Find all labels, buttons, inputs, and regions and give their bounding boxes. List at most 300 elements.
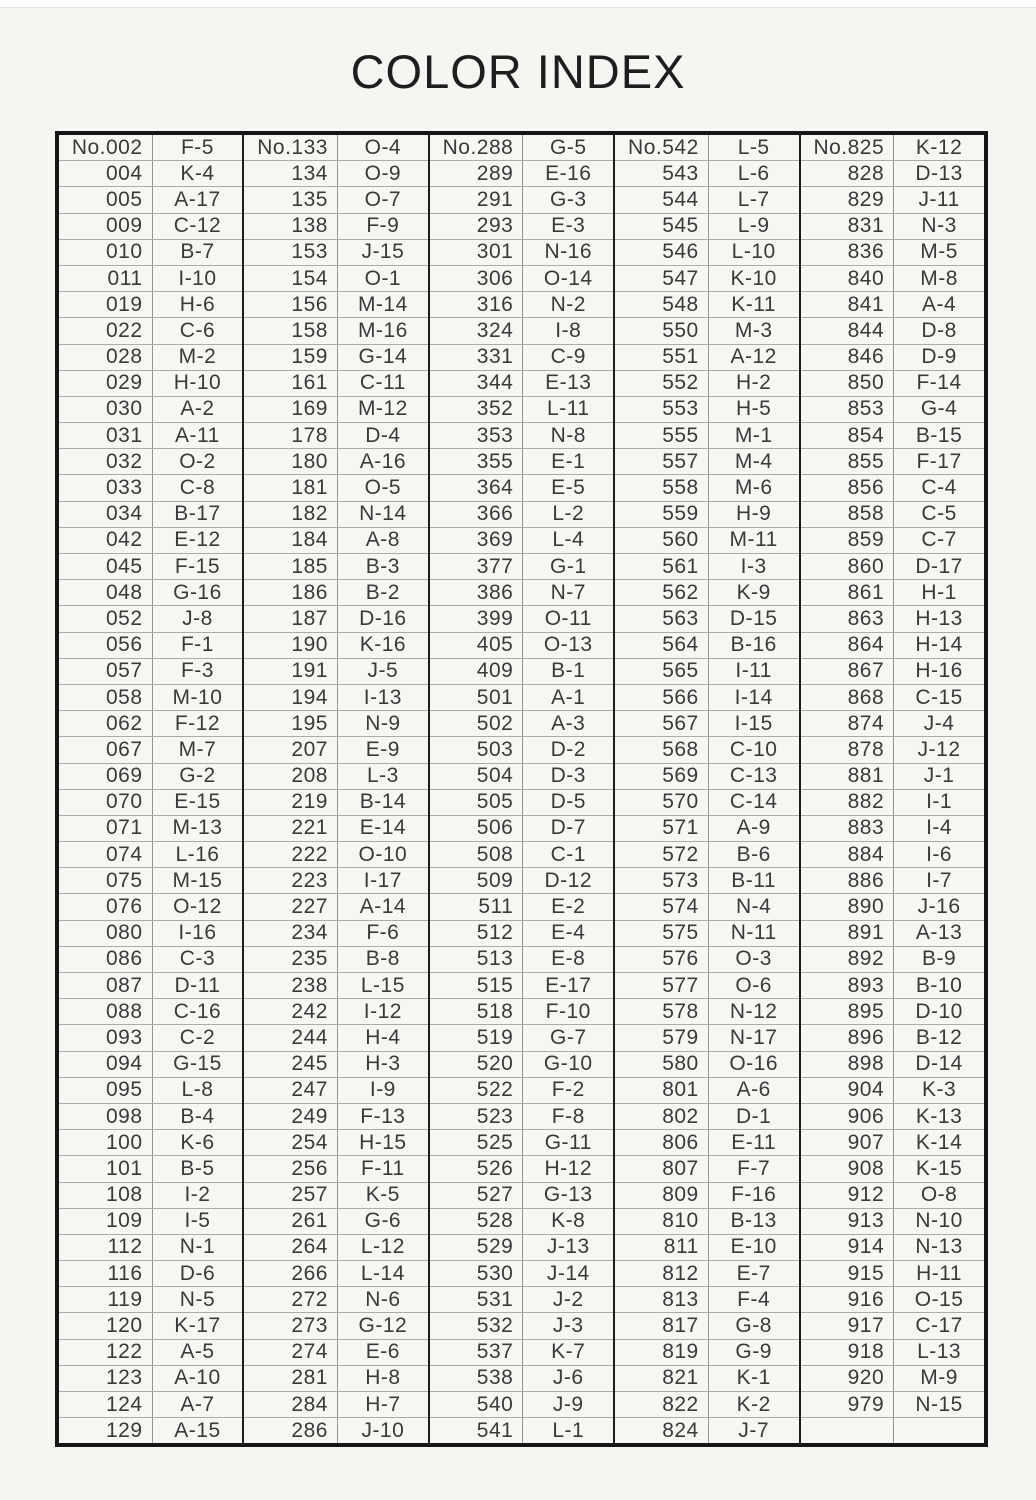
color-code-cell: E-8 — [551, 947, 586, 971]
color-number-cell: 293 — [430, 214, 524, 239]
table-row — [59, 710, 242, 736]
table-row — [801, 1339, 984, 1365]
table-row — [59, 1103, 242, 1129]
color-number-cell: 878 — [801, 737, 895, 762]
color-code-cell: C-14 — [729, 790, 778, 814]
color-number-cell: 503 — [430, 737, 524, 762]
table-row — [244, 422, 427, 448]
table-row — [430, 841, 613, 867]
color-code-cell: G-1 — [550, 554, 587, 578]
table-row — [615, 527, 798, 553]
color-code-cell: L-5 — [737, 135, 770, 159]
table-row — [59, 789, 242, 815]
color-number-cell: 836 — [801, 240, 895, 265]
color-number-cell: 153 — [244, 240, 338, 265]
color-number-cell: 573 — [615, 868, 709, 893]
color-code-cell: A-13 — [915, 921, 963, 945]
color-number-cell: 920 — [801, 1366, 895, 1391]
color-number-cell: 353 — [430, 423, 524, 448]
color-code-cell: O-6 — [735, 973, 772, 997]
table-row — [244, 448, 427, 474]
color-code-cell: H-1 — [921, 580, 957, 604]
color-code-cell: L-13 — [917, 1340, 962, 1364]
color-code-cell: K-13 — [915, 1104, 963, 1128]
color-code-cell: K-2 — [736, 1392, 771, 1416]
color-number-cell: 031 — [59, 423, 153, 448]
color-code-cell: N-4 — [736, 895, 772, 919]
color-number-cell: 062 — [59, 711, 153, 736]
color-number-cell: 324 — [430, 318, 524, 343]
color-code-cell: N-9 — [365, 711, 401, 735]
color-code-cell: N-1 — [179, 1235, 216, 1259]
table-row — [801, 815, 984, 841]
table-row — [59, 867, 242, 893]
table-row — [801, 789, 984, 815]
color-code-cell: I-16 — [178, 921, 217, 945]
color-code-cell: F-17 — [916, 449, 962, 473]
table-row — [615, 867, 798, 893]
color-code-cell: F-3 — [180, 659, 214, 683]
color-code-cell: B-5 — [180, 1156, 215, 1180]
color-number-cell: 134 — [244, 161, 338, 186]
color-number-cell: 010 — [59, 240, 153, 265]
color-code-cell: D-2 — [550, 737, 586, 761]
color-code-cell: K-15 — [915, 1156, 963, 1180]
color-code-cell: F-7 — [737, 1156, 771, 1180]
color-number-cell: 575 — [615, 921, 709, 946]
color-code-cell: J-9 — [552, 1392, 584, 1416]
color-number-cell: 101 — [59, 1156, 153, 1181]
color-code-cell: M-5 — [920, 240, 958, 264]
color-number-cell: 850 — [801, 371, 895, 396]
table-row — [59, 527, 242, 553]
table-row — [801, 1286, 984, 1312]
color-code-cell: D-10 — [915, 999, 963, 1023]
table-row — [801, 1155, 984, 1181]
table-row — [801, 684, 984, 710]
color-number-cell: 274 — [244, 1340, 338, 1365]
table-row — [615, 422, 798, 448]
table-row — [615, 1312, 798, 1338]
color-code-cell: H-2 — [736, 371, 772, 395]
color-code-cell: L-16 — [175, 842, 220, 866]
color-number-cell: 557 — [615, 449, 709, 474]
color-number-cell: 896 — [801, 1025, 895, 1050]
color-code-cell: M-8 — [920, 266, 958, 290]
color-number-cell: No.288 — [430, 135, 524, 160]
color-number-cell: 159 — [244, 345, 338, 370]
color-code-cell: C-10 — [729, 737, 778, 761]
color-number-cell: 829 — [801, 187, 895, 212]
color-number-cell: 867 — [801, 659, 895, 684]
color-code-cell: G-14 — [358, 345, 408, 369]
color-number-cell: 856 — [801, 475, 895, 500]
color-code-cell: J-6 — [552, 1366, 584, 1390]
color-code-cell: E-12 — [174, 528, 221, 552]
color-code-cell: N-10 — [915, 1209, 963, 1233]
color-code-cell: K-6 — [180, 1130, 215, 1154]
color-code-cell: F-5 — [180, 135, 214, 159]
color-number-cell: 509 — [430, 868, 524, 893]
table-row — [430, 1260, 613, 1286]
color-number-cell: 122 — [59, 1340, 153, 1365]
table-row — [59, 1417, 242, 1443]
table-column-group — [613, 135, 798, 1443]
color-code-cell: C-13 — [729, 764, 778, 788]
color-number-cell: 527 — [430, 1183, 524, 1208]
table-row — [615, 1024, 798, 1050]
color-code-cell: O-15 — [914, 1287, 964, 1311]
color-number-cell: 864 — [801, 633, 895, 658]
table-row — [430, 893, 613, 919]
color-number-cell: 520 — [430, 1052, 524, 1077]
color-code-cell: I-7 — [926, 868, 953, 892]
table-row — [430, 1208, 613, 1234]
color-number-cell: 244 — [244, 1025, 338, 1050]
table-row — [615, 815, 798, 841]
table-row — [244, 998, 427, 1024]
color-code-cell: G-4 — [920, 397, 958, 421]
table-row — [244, 815, 427, 841]
table-row — [59, 448, 242, 474]
color-code-cell: O-11 — [544, 606, 592, 630]
color-number-cell: 913 — [801, 1209, 895, 1234]
table-row — [244, 946, 427, 972]
color-code-cell: L-15 — [360, 973, 405, 997]
color-number-cell: 301 — [430, 240, 524, 265]
color-number-cell: 306 — [430, 266, 524, 291]
color-number-cell: 377 — [430, 554, 524, 579]
color-number-cell: 502 — [430, 711, 524, 736]
color-number-cell: 186 — [244, 580, 338, 605]
color-number-cell: 123 — [59, 1366, 153, 1391]
table-row — [244, 135, 427, 160]
color-code-cell: H-3 — [365, 1052, 401, 1076]
color-number-cell: 098 — [59, 1104, 153, 1129]
color-code-cell: I-3 — [740, 554, 767, 578]
table-row — [430, 1103, 613, 1129]
table-row — [801, 135, 984, 160]
table-row — [615, 239, 798, 265]
color-code-cell: M-4 — [734, 449, 773, 473]
table-row — [801, 998, 984, 1024]
table-row — [244, 317, 427, 343]
color-number-cell: No.133 — [244, 135, 338, 160]
table-row — [59, 841, 242, 867]
color-number-cell: 819 — [615, 1340, 709, 1365]
table-row — [615, 579, 798, 605]
color-code-cell: N-11 — [730, 921, 777, 945]
color-number-cell: 156 — [244, 292, 338, 317]
color-number-cell: 915 — [801, 1261, 895, 1286]
color-number-cell: 519 — [430, 1025, 524, 1050]
color-number-cell: 505 — [430, 790, 524, 815]
table-row — [615, 186, 798, 212]
color-number-cell: 513 — [430, 947, 524, 972]
color-number-cell: 523 — [430, 1104, 524, 1129]
color-code-cell: J-12 — [917, 737, 961, 761]
table-row — [244, 553, 427, 579]
table-row — [801, 1129, 984, 1155]
color-number-cell: 812 — [615, 1261, 709, 1286]
table-row — [59, 370, 242, 396]
table-column-group — [799, 135, 984, 1443]
color-code-cell: B-13 — [730, 1209, 777, 1233]
color-code-cell: H-11 — [916, 1261, 963, 1285]
color-code-cell: O-3 — [735, 947, 772, 971]
table-row — [59, 815, 242, 841]
color-code-cell: G-2 — [179, 764, 216, 788]
color-code-cell: G-12 — [358, 1314, 408, 1338]
color-code-cell: F-10 — [545, 999, 591, 1023]
table-row — [244, 632, 427, 658]
color-number-cell: 207 — [244, 737, 338, 762]
color-code-cell: A-12 — [730, 345, 777, 369]
color-number-cell: 087 — [59, 973, 153, 998]
color-code-cell: E-11 — [731, 1130, 777, 1154]
color-code-cell: F-11 — [361, 1156, 405, 1180]
table-row — [430, 1077, 613, 1103]
color-code-cell: H-9 — [736, 502, 772, 526]
table-row — [244, 396, 427, 422]
color-code-cell: G-5 — [550, 135, 587, 159]
color-number-cell: 501 — [430, 685, 524, 710]
color-code-cell: E-16 — [545, 161, 592, 185]
color-code-cell: E-3 — [551, 214, 586, 238]
color-number-cell: 574 — [615, 894, 709, 919]
table-row — [801, 1182, 984, 1208]
color-code-cell: E-17 — [545, 973, 592, 997]
color-code-cell: F-1 — [180, 633, 214, 657]
color-number-cell: 194 — [244, 685, 338, 710]
color-number-cell: 071 — [59, 816, 153, 841]
color-number-cell: 807 — [615, 1156, 709, 1181]
color-code-cell: J-8 — [182, 606, 213, 630]
color-number-cell: 187 — [244, 606, 338, 631]
color-code-cell: K-9 — [736, 580, 771, 604]
color-code-cell: L-4 — [552, 528, 585, 552]
color-number-cell: 289 — [430, 161, 524, 186]
table-row — [615, 317, 798, 343]
color-code-cell: F-8 — [551, 1104, 585, 1128]
table-row — [430, 1286, 613, 1312]
table-row — [244, 1024, 427, 1050]
table-row — [801, 1208, 984, 1234]
color-number-cell: 291 — [430, 187, 524, 212]
color-number-cell: 515 — [430, 973, 524, 998]
color-code-cell: D-9 — [921, 345, 957, 369]
color-code-cell: O-7 — [364, 187, 402, 211]
color-code-cell: D-7 — [550, 816, 586, 840]
table-row — [59, 344, 242, 370]
color-code-cell: O-8 — [920, 1183, 958, 1207]
color-number-cell: 005 — [59, 187, 153, 212]
color-code-cell: H-4 — [365, 1025, 401, 1049]
table-row — [59, 1234, 242, 1260]
color-code-cell: N-8 — [550, 423, 586, 447]
color-number-cell: 004 — [59, 161, 153, 186]
table-row — [59, 632, 242, 658]
table-row — [244, 265, 427, 291]
color-code-cell: J-10 — [361, 1418, 405, 1442]
color-number-cell: 881 — [801, 764, 895, 789]
table-row — [244, 658, 427, 684]
color-code-cell: E-5 — [551, 476, 586, 500]
table-row — [430, 1051, 613, 1077]
color-number-cell: 859 — [801, 528, 895, 553]
color-number-cell: 844 — [801, 318, 895, 343]
color-number-cell: 184 — [244, 528, 338, 553]
table-row — [430, 658, 613, 684]
color-number-cell: 355 — [430, 449, 524, 474]
color-code-cell: N-5 — [179, 1287, 216, 1311]
color-number-cell: 161 — [244, 371, 338, 396]
color-code-cell: G-10 — [543, 1052, 593, 1076]
table-row — [615, 1129, 798, 1155]
color-code-cell: M-1 — [734, 423, 773, 447]
color-code-cell: G-3 — [550, 187, 587, 211]
color-number-cell: 028 — [59, 345, 153, 370]
color-number-cell: 138 — [244, 214, 338, 239]
color-number-cell: 813 — [615, 1287, 709, 1312]
color-code-cell: E-13 — [545, 371, 592, 395]
table-row — [430, 1365, 613, 1391]
color-code-cell: K-17 — [174, 1314, 221, 1338]
table-row — [430, 684, 613, 710]
table-row — [244, 789, 427, 815]
color-code-cell: H-12 — [544, 1156, 593, 1180]
color-number-cell: 344 — [430, 371, 524, 396]
table-row — [801, 265, 984, 291]
table-row — [430, 579, 613, 605]
table-row — [430, 1129, 613, 1155]
color-code-cell: A-4 — [921, 292, 957, 316]
color-number-cell: 555 — [615, 423, 709, 448]
table-row — [430, 239, 613, 265]
table-row — [615, 501, 798, 527]
color-code-cell: A-6 — [736, 1078, 771, 1102]
table-row — [59, 1339, 242, 1365]
color-code-cell: K-7 — [551, 1340, 586, 1364]
color-number-cell: 530 — [430, 1261, 524, 1286]
table-row — [430, 972, 613, 998]
color-number-cell: 571 — [615, 816, 709, 841]
table-row — [59, 1024, 242, 1050]
table-row — [615, 710, 798, 736]
table-row — [801, 632, 984, 658]
color-number-cell: 531 — [430, 1287, 524, 1312]
table-row — [615, 1077, 798, 1103]
color-code-cell: E-10 — [730, 1235, 777, 1259]
table-row — [244, 370, 427, 396]
color-number-cell: 261 — [244, 1209, 338, 1234]
color-code-cell: A-14 — [359, 895, 407, 919]
color-number-cell: 235 — [244, 947, 338, 972]
table-row — [801, 972, 984, 998]
color-number-cell: 052 — [59, 606, 153, 631]
color-number-cell: 883 — [801, 816, 895, 841]
color-number-cell: 094 — [59, 1052, 153, 1077]
table-row — [801, 474, 984, 500]
table-row — [244, 1312, 427, 1338]
table-row — [801, 736, 984, 762]
color-number-cell: 831 — [801, 214, 895, 239]
table-row — [59, 553, 242, 579]
table-row — [430, 527, 613, 553]
color-number-cell: 906 — [801, 1104, 895, 1129]
table-row — [801, 1417, 984, 1443]
color-number-cell: 854 — [801, 423, 895, 448]
table-row — [430, 160, 613, 186]
color-number-cell: 506 — [430, 816, 524, 841]
table-row — [59, 474, 242, 500]
table-row — [244, 1182, 427, 1208]
color-code-cell: B-7 — [180, 240, 215, 264]
color-number-cell: 504 — [430, 764, 524, 789]
color-code-cell: G-11 — [544, 1130, 592, 1154]
table-row — [615, 789, 798, 815]
color-code-cell: C-9 — [550, 345, 586, 369]
color-number-cell: 048 — [59, 580, 153, 605]
color-code-cell: D-3 — [550, 764, 586, 788]
color-number-cell: 034 — [59, 502, 153, 527]
table-row — [59, 1129, 242, 1155]
color-number-cell: 095 — [59, 1078, 153, 1103]
color-code-cell: H-15 — [359, 1130, 407, 1154]
color-number-cell: 532 — [430, 1313, 524, 1338]
color-number-cell: 572 — [615, 842, 709, 867]
table-row — [59, 1391, 242, 1417]
color-code-cell: N-6 — [365, 1287, 401, 1311]
color-number-cell: 120 — [59, 1313, 153, 1338]
color-code-cell: B-14 — [359, 790, 407, 814]
table-row — [801, 396, 984, 422]
table-row — [430, 213, 613, 239]
color-code-cell: M-2 — [178, 345, 217, 369]
color-number-cell: 551 — [615, 345, 709, 370]
color-code-cell: K-12 — [915, 135, 963, 159]
color-number-cell: 541 — [430, 1418, 524, 1443]
color-code-cell: B-2 — [365, 580, 400, 604]
color-number-cell: 916 — [801, 1287, 895, 1312]
table-row — [59, 1182, 242, 1208]
color-number-cell: 840 — [801, 266, 895, 291]
table-row — [59, 946, 242, 972]
color-code-cell: E-2 — [551, 895, 586, 919]
color-code-cell: N-17 — [729, 1025, 778, 1049]
color-number-cell: 169 — [244, 397, 338, 422]
color-code-cell: M-9 — [920, 1366, 958, 1390]
color-number-cell: 247 — [244, 1078, 338, 1103]
table-row — [615, 893, 798, 919]
color-code-cell: B-15 — [915, 423, 963, 447]
color-number-cell: 561 — [615, 554, 709, 579]
table-row — [244, 972, 427, 998]
color-code-cell: A-15 — [174, 1418, 221, 1442]
color-number-cell: 182 — [244, 502, 338, 527]
color-number-cell: 266 — [244, 1261, 338, 1286]
table-row — [59, 1365, 242, 1391]
table-row — [615, 1339, 798, 1365]
color-code-cell: N-15 — [915, 1392, 963, 1416]
color-number-cell: 822 — [615, 1392, 709, 1417]
table-row — [801, 370, 984, 396]
table-row — [244, 1077, 427, 1103]
color-number-cell: 386 — [430, 580, 524, 605]
color-number-cell: 511 — [430, 894, 524, 919]
color-code-cell: A-11 — [175, 423, 220, 447]
color-code-cell: D-1 — [736, 1104, 772, 1128]
